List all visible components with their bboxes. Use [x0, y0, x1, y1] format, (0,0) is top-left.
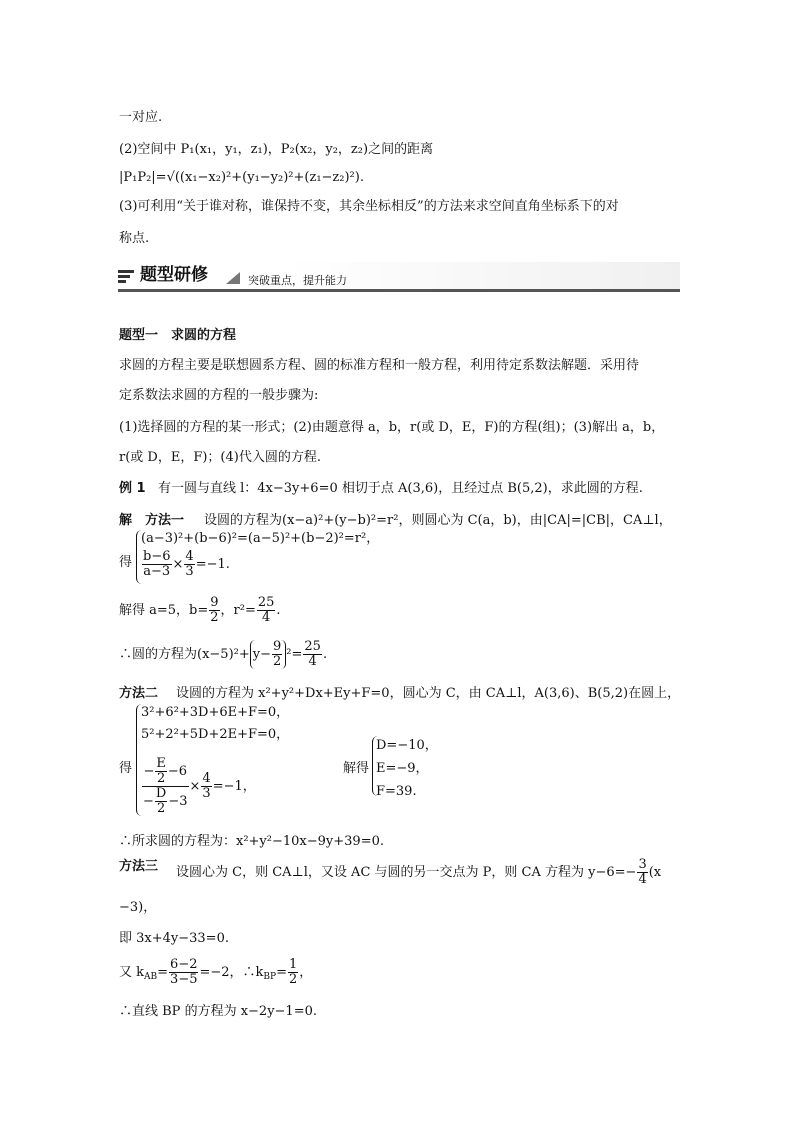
solve-line: 解得 a=5，b= $\frac{9}{2}$ ，r²= $\frac{25}{4}$ .	[119, 595, 281, 625]
equation-line: (a−3)²+(b−6)²=(a−5)²+(b−2)²=r²，	[141, 531, 380, 546]
text-line: 一对应.	[119, 110, 163, 125]
triangle-icon	[226, 272, 240, 284]
banner-title: 题型研修	[140, 265, 208, 285]
example-text: 有一圆与直线 l：4x−3y+6=0 相切于点 A(3,6)，且经过点 B(5,2)，求此圆的方程.	[158, 481, 643, 496]
solution-line: F=39.	[376, 784, 417, 799]
section-heading: 题型一 求圆的方程	[119, 328, 237, 343]
equation-line: 5²+2²+5D+2E+F=0，	[141, 727, 290, 742]
text-line: 即 3x+4y−33=0.	[119, 931, 229, 946]
text-line: 称点.	[119, 231, 150, 246]
equation-line: − $\frac{E}{2}$ −6 − $\frac{D}{2}$ −3 × $\frac{4}{3}$ =−1，	[143, 756, 256, 816]
paragraph-line: 定系数法求圆的方程的一般步骤为:	[119, 388, 319, 403]
result-line: ∴所求圆的方程为：x²+y²−10x−9y+39=0.	[119, 834, 384, 849]
section-banner	[118, 262, 680, 290]
paragraph-line: 求圆的方程主要是联想圆系方程、圆的标准方程和一般方程，利用待定系数法解题．采用待	[119, 358, 640, 373]
text-line: (2)空间中 P₁(x₁，y₁，z₁)，P₂(x₂，y₂，z₂)之间的距离	[119, 142, 434, 157]
method-line: 设圆心为 C，则 CA⊥l，又设 AC 与圆的另一交点为 P，则 CA 方程为 y−6=− $\frac{3}{4}$ (x	[176, 857, 662, 887]
method-label: 方法三	[119, 859, 159, 874]
equation-line: $\frac{b-6}{a-3}$ × $\frac{4}{3}$ =−1.	[143, 549, 230, 579]
method-line: 设圆的方程为(x−a)²+(y−b)²=r²，则圆心为 C(a，b)，由|CA|=|CB|，CA⊥l，	[204, 513, 672, 528]
method-line: 设圆的方程为 x²+y²+Dx+Ey+F=0，圆心为 C，由 CA⊥l，A(3,6)、B(5,2)在圆上，	[176, 686, 681, 701]
banner-subtitle: 突破重点，提升能力	[248, 274, 347, 287]
paragraph-line: (1)选择圆的方程的某一形式；(2)由题意得 a，b，r(或 D，E，F)的方程(组)；(3)解出 a，b，	[119, 420, 665, 435]
equation-line: 3²+6²+3D+6E+F=0，	[141, 705, 290, 720]
solution-line: E=−9，	[376, 761, 429, 776]
solution-line: D=−10，	[376, 738, 438, 753]
slope-line: 又 $k_{AB}=$ $\frac{6-2}{3-5}$ =−2，$\therefore k_{BP}=$ $\frac{1}{2}$ ，	[119, 957, 313, 987]
stripe-icon	[118, 268, 134, 284]
method-label: 解 方法一	[119, 513, 185, 528]
de-label: 得	[119, 761, 133, 776]
result-line: ∴圆的方程为(x−5)²+ y− $\frac{9}{2}$ ²= $\frac{25}{4}$ .	[119, 639, 328, 669]
text-line: ∴直线 BP 的方程为 x−2y−1=0.	[119, 1004, 317, 1019]
distance-formula: |P₁P₂|=√((x₁−x₂)²+(y₁−y₂)²+(z₁−z₂)²).	[119, 170, 364, 185]
jiede-label: 解得	[343, 761, 370, 776]
text-line: −3)，	[119, 900, 157, 915]
text-line: (3)可利用“关于谁对称，谁保持不变，其余坐标相反”的方法来求空间直角坐标系下的对	[119, 199, 619, 214]
example-label: 例 1	[119, 481, 146, 496]
de-label: 得	[119, 555, 133, 570]
method-label: 方法二	[119, 686, 159, 701]
paragraph-line: r(或 D，E，F)；(4)代入圆的方程.	[119, 450, 321, 465]
